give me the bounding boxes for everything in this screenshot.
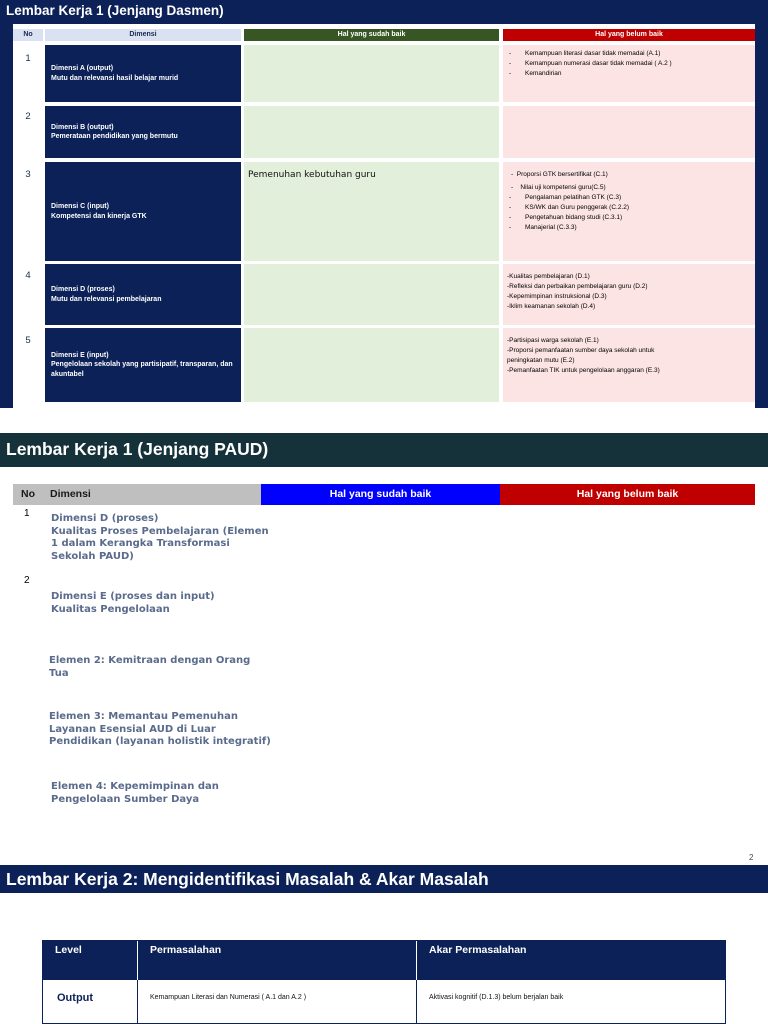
row-2-belum-baik [503,106,755,158]
row-2-dimensi-subtitle: Pemerataan pendidikan yang bermutu [51,133,178,140]
lk1-dasmen-title: Lembar Kerja 1 (Jenjang Dasmen) [6,3,224,18]
list-item: - KS/WK dan Guru penggerak (C.2.2) [509,204,630,212]
list-item: - Pengetahuan bidang studi (C.3.1) [509,214,623,222]
row-4-dimensi-subtitle: Mutu dan relevansi pembelajaran [51,295,162,303]
row-5-sudah-baik [244,328,499,402]
list-item: - Kemampuan numerasi dasar tidak memadai ( A.2 ) [509,60,672,68]
row-2-number: 2 [25,111,31,122]
list-item: peningkatan mutu (E.2) [507,357,575,365]
lk2-row-level: Output [43,980,138,1024]
list-item: - Pengalaman pelatihan GTK (C.3) [509,194,622,202]
list-item: - Kemandirian [509,70,562,78]
row-2-dimensi-title: Dimensi B (output) [51,123,114,131]
lk1-paud-title: Lembar Kerja 1 (Jenjang PAUD) [6,439,269,459]
lk1-paud-header [0,433,768,467]
row-2-dimensi [45,106,241,158]
row-4-dimensi-title: Dimensi D (proses) [51,286,115,294]
row-4-sudah-baik [244,264,499,325]
paud-elemen-2: Elemen 2: Kemitraan dengan Orang Tua [49,655,251,679]
list-item: -Partisipasi warga sekolah (E.1) [507,337,599,344]
lk2-table [42,940,726,1024]
row-3-dimensi-title: Dimensi C (input) [51,203,109,211]
list-item: -Kepemimpinan instruksional (D.3) [507,293,607,301]
col-header-no: No [13,29,43,41]
row-3-sudah-baik [244,162,499,261]
lk1-dasmen-header [0,0,768,24]
list-item: - Manajerial (C.3.3) [509,224,577,232]
row-3-number: 3 [25,169,31,180]
row-4-dimensi [45,264,241,325]
row-1-belum-baik [503,45,755,102]
row-4-belum-baik [503,264,755,325]
lk2-title: Lembar Kerja 2: Mengidentifikasi Masalah & Akar Masalah [6,869,489,889]
list-item: - Kemampuan literasi dasar tidak memadai (A.1) [509,50,661,57]
row-4-number: 4 [25,270,31,281]
row-5-dimensi [45,328,241,402]
list-item: - Nilai uji kompetensi guru(C.5) [511,184,606,192]
lk1-dasmen-table-body [13,24,755,408]
paud-row-1-number: 1 [24,508,30,519]
col-header-sudah-baik: Hal yang sudah baik [244,29,499,41]
paud-elemen-4: Elemen 4: Kepemimpinan dan Pengelolaan Sumber Daya [51,781,219,805]
row-1-sudah-baik [244,45,499,102]
row-5-dimensi-title: Dimensi E (input) [51,352,109,360]
list-item: - Proporsi GTK bersertifikat (C.1) [511,171,608,178]
paud-dimensi-d: Dimensi D (proses) Kualitas Proses Pembelajaran (Elemen 1 dalam Kerangka Transformasi Sekolah PAUD) [51,513,269,562]
page-number: 2 [749,853,754,862]
row-5-belum-baik [503,328,755,402]
lk2-col-header-permasalahan: Permasalahan [138,941,417,980]
row-1-dimensi [45,45,241,102]
row-2-sudah-baik [244,106,499,158]
paud-col-header-no-dimensi [13,484,261,505]
row-3-dimensi [45,162,241,261]
lk2-col-header-level: Level [43,941,138,980]
row-5-dimensi-subtitle: Pengelolaan sekolah yang partisipatif, transparan, dan akuntabel [51,361,233,378]
paud-col-header-sudah-baik: Hal yang sudah baik [261,484,500,505]
col-header-belum-baik: Hal yang belum baik [503,29,755,41]
paud-col-header-belum-baik: Hal yang belum baik [500,484,755,505]
lk2-header [0,865,768,893]
row-5-number: 5 [25,335,31,346]
row-3-dimensi-subtitle: Kompetensi dan kinerja GTK [51,212,147,220]
lk1-dasmen-table [0,24,768,408]
list-item: -Pemanfaatan TIK untuk pengelolaan anggaran (E.3) [507,367,660,375]
row-1-number: 1 [25,53,31,64]
row-1-dimensi-subtitle: Mutu dan relevansi hasil belajar murid [51,74,179,82]
paud-col-header-dimensi: Dimensi [50,488,91,500]
lk2-col-header-akar: Akar Permasalahan [417,941,725,980]
list-item: -Refleksi dan perbaikan pembelajaran guru (D.2) [507,283,648,291]
row-3-belum-baik [503,162,755,261]
paud-dimensi-e: Dimensi E (proses dan input) Kualitas Pengelolaan [51,591,215,615]
list-item: -Iklim keamanan sekolah (D.4) [507,303,596,311]
col-header-dimensi: Dimensi [45,29,241,41]
row-1-dimensi-title: Dimensi A (output) [51,65,114,73]
lk2-row-permasalahan: Kemampuan Literasi dan Numerasi ( A.1 dan A.2 ) [138,980,417,1024]
paud-elemen-3: Elemen 3: Memantau Pemenuhan Layanan Esensial AUD di Luar Pendidikan (layanan holistik integratif) [49,711,271,747]
list-item: -Kualitas pembelajaran (D.1) [507,273,590,280]
list-item: -Proporsi pemanfaatan sumber daya sekolah untuk [507,347,655,355]
paud-col-header-no: No [21,488,35,500]
lk2-row-akar: Aktivasi kognitif (D.1.3) belum berjalan baik [429,994,564,1001]
paud-row-2-number: 2 [24,575,30,586]
row-3-sudah-baik-text: Pemenuhan kebutuhan guru [248,170,376,180]
